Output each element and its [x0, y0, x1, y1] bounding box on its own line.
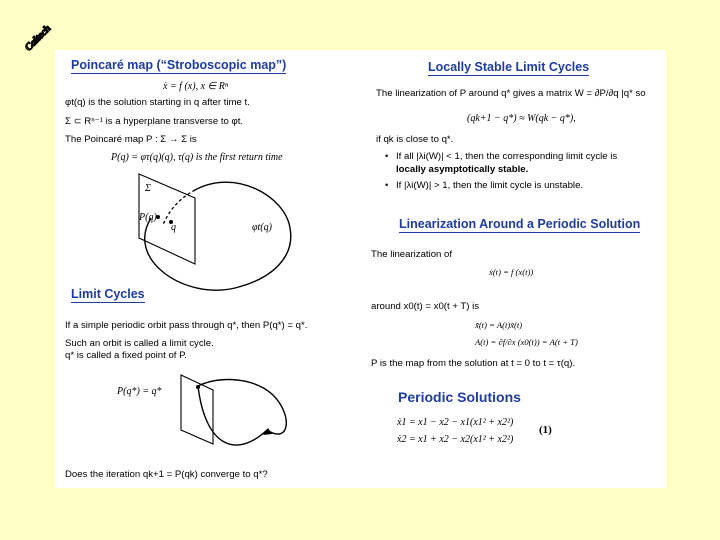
limit-line2: Such an orbit is called a limit cycle.	[65, 338, 214, 349]
orbit-curve	[145, 182, 291, 290]
periodic-title: Periodic Solutions	[398, 389, 521, 405]
limit-question: Does the iteration qk+1 = P(qk) converge to q*?	[65, 469, 268, 480]
bullet-dot-2: •	[385, 180, 389, 191]
poincare-line3: The Poincaré map P : Σ → Σ is	[65, 134, 197, 145]
periodic-eq1: ẋ1 = x1 − x2 − x1(x1² + x2²)	[397, 417, 514, 428]
limit-fig-label: P(q*) = q*	[117, 386, 162, 397]
poincare-eq2: P(q) = φτ(q)(q), τ(q) is the first return time	[111, 152, 283, 163]
poincare-eq1: ẋ = f (x), x ∈ Rⁿ	[163, 81, 228, 92]
periodic-tag: (1)	[539, 424, 552, 436]
label-pq: P(q)	[139, 212, 157, 223]
linearization-line2: around x0(t) = x0(t + T) is	[371, 301, 480, 312]
stable-bullet1a: If all |λi(W)| < 1, then the corresponding limit cycle is	[396, 151, 618, 162]
limit-line3: q* is called a fixed point of P.	[65, 350, 187, 361]
limit-line1: If a simple periodic orbit pass through q*, then P(q*) = q*.	[65, 320, 308, 331]
stable-bullet2: If |λi(W)| > 1, then the limit cycle is unstable.	[396, 180, 584, 191]
linearization-eq1: ẋ(t) = f (x(t))	[489, 267, 534, 277]
stable-line1: The linearization of P around q* gives a matrix W = ∂P/∂q |q* so	[376, 88, 646, 99]
limit-fixed-point	[196, 385, 200, 389]
slide-panel	[55, 50, 666, 488]
linearization-line1: The linearization of	[371, 249, 453, 260]
periodic-eq2: ẋ2 = x1 + x2 − x2(x1² + x2²)	[397, 434, 514, 445]
linearization-line3: P is the map from the solution at t = 0 to t = τ(q).	[371, 358, 576, 369]
stable-bullet1b: locally asymptotically stable.	[396, 164, 529, 175]
linearization-title: Linearization Around a Periodic Solution	[399, 217, 641, 231]
limit-orbit-left	[198, 386, 267, 445]
label-sigma: Σ	[145, 183, 151, 194]
label-phi: φt(q)	[252, 222, 272, 233]
stable-line2: if qk is close to q*.	[376, 134, 454, 145]
linearization-eq2: x̃̇(t) = A(t)x̃(t)	[475, 320, 523, 330]
poincare-title: Poincaré map (“Stroboscopic map”)	[71, 58, 287, 72]
bullet-dot-1: •	[385, 151, 389, 162]
poincare-line2: Σ ⊂ Rⁿ⁻¹ is a hyperplane transverse to φt.	[65, 116, 244, 127]
stable-eq1: (qk+1 − q*) ≈ W(qk − q*),	[467, 113, 576, 124]
limit-title: Limit Cycles	[71, 287, 145, 301]
logo-text: Caltech	[23, 23, 54, 54]
poincare-line1: φt(q) is the solution starting in q after time t.	[65, 97, 250, 108]
linearization-eq3: A(t) = ∂f/∂x (x0(t)) = A(t + T)	[475, 337, 578, 347]
stable-title: Locally Stable Limit Cycles	[428, 60, 590, 74]
label-q: q	[171, 222, 176, 233]
limit-orbit-right	[198, 380, 286, 435]
orbit-dashed	[163, 190, 195, 225]
